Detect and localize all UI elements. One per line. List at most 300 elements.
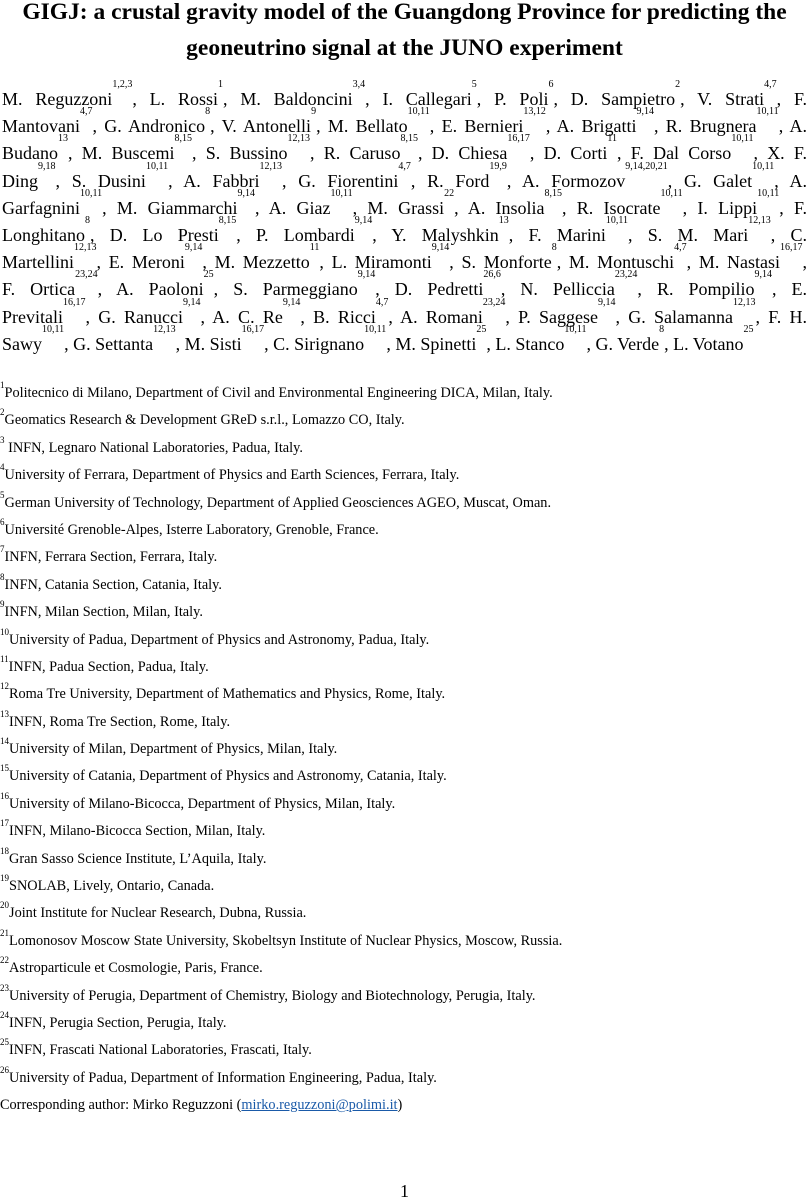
page-number: 1 <box>400 1181 409 1201</box>
author-name: Mantovani <box>2 116 80 137</box>
author-separator: , <box>779 197 794 218</box>
author-separator: , <box>55 170 72 191</box>
author-affiliation-marker: 13,12 <box>523 106 546 118</box>
affiliation-item <box>0 736 809 767</box>
author-affiliation-marker: 4,7 <box>764 79 777 90</box>
title-line-2: geoneutrino signal at the JUNO experiment <box>186 35 623 61</box>
author-separator: , <box>96 252 109 273</box>
author-entry <box>2 79 150 109</box>
author-entry <box>2 106 105 137</box>
author-name: A. Brigatti <box>556 116 637 137</box>
affiliation-number: 9 <box>0 599 5 610</box>
author-affiliation-marker: 9,14 <box>754 269 772 281</box>
author-name: F. <box>793 197 808 218</box>
author-entry <box>576 187 698 218</box>
author-name: A. Giaz <box>268 197 331 218</box>
author-affiliation-marker: 13 <box>498 215 509 227</box>
affiliation-number: 16 <box>0 790 9 801</box>
author-separator: , <box>505 306 519 327</box>
title-line-1: GIGJ: a crustal gravity model of the Guangdong Province for predicting the <box>22 0 787 25</box>
author-name: Ding <box>2 170 38 191</box>
affiliation-item <box>0 380 809 411</box>
author-separator: , <box>529 143 544 164</box>
author-affiliation-marker: 10,11 <box>605 215 628 227</box>
author-separator: , <box>316 116 328 137</box>
author-name: R. Isocrate <box>576 197 661 218</box>
author-affiliation-marker: 23,24 <box>75 269 98 281</box>
author-affiliation-marker: 10,11 <box>660 187 683 199</box>
author-separator: , <box>236 225 256 246</box>
author-entry <box>792 279 808 299</box>
author-separator: , <box>508 225 529 246</box>
author-entry <box>221 106 328 137</box>
author-entry <box>431 133 544 164</box>
author-separator: , <box>175 333 185 354</box>
author-separator: , <box>102 197 117 218</box>
author-affiliation-marker: 3,4 <box>352 79 366 90</box>
author-affiliation-marker: 10,11 <box>364 323 387 335</box>
author-affiliation-marker: 6 <box>548 79 554 90</box>
author-separator: , <box>774 170 790 191</box>
author-name: L. Stanco <box>495 333 565 354</box>
affiliation-number: 22 <box>0 955 9 966</box>
author-affiliation-marker: 10,11 <box>79 187 103 199</box>
author-affiliation-marker: 23,24 <box>614 269 638 281</box>
affiliation-item <box>0 1064 809 1096</box>
author-affiliation-marker: 10,11 <box>564 323 587 335</box>
affiliation-item <box>0 1037 809 1068</box>
affiliation-text: Gran Sasso Science Institute, L’Aquila, Italy. <box>9 850 267 867</box>
affiliation-text: INFN, Perugia Section, Perugia, Italy. <box>9 1014 227 1031</box>
author-entry <box>697 79 794 109</box>
author-entry <box>273 323 396 354</box>
affiliation-item <box>0 489 809 521</box>
author-separator: , <box>667 170 684 191</box>
author-entry <box>2 323 74 354</box>
author-name: A. <box>789 170 807 191</box>
affiliation-item <box>0 599 809 630</box>
author-separator: , <box>300 306 314 327</box>
author-separator: , <box>372 225 392 246</box>
author-name: V. Strati <box>697 89 765 109</box>
author-separator: , <box>417 143 432 164</box>
affiliation-item <box>0 982 809 1014</box>
affiliation-item <box>0 790 809 822</box>
author-name: Y. Malyshkin <box>391 225 499 246</box>
author-name: Longhitano <box>2 225 85 246</box>
author-affiliation-marker: 1,2,3 <box>112 79 133 90</box>
author-entry <box>367 187 468 218</box>
author-affiliation-marker: 16,17 <box>241 323 265 335</box>
author-separator: , <box>132 89 150 109</box>
author-entry <box>116 187 269 218</box>
author-separator: , <box>222 89 241 109</box>
author-name: M. Spinetti <box>395 333 477 354</box>
author-name: R. Brugnera <box>665 116 757 137</box>
affiliation-item <box>0 434 809 466</box>
author-affiliation-marker: 8 <box>659 323 665 335</box>
author-entry <box>116 269 234 300</box>
author-affiliation-marker: 12,13 <box>748 215 771 227</box>
author-entry <box>697 187 794 218</box>
author-affiliation-marker: 8,15 <box>544 187 563 199</box>
author-separator: , <box>429 116 442 137</box>
author-separator: , <box>90 225 110 246</box>
author-name: G. Salamanna <box>628 306 733 327</box>
author-line <box>2 187 808 222</box>
author-name: N. Pelliccia <box>520 279 615 300</box>
author-affiliation-marker: 8 <box>551 242 557 254</box>
affiliation-text: University of Padua, Department of Information Engineering, Padua, Italy. <box>9 1069 437 1086</box>
affiliation-text: INFN, Roma Tre Section, Rome, Italy. <box>9 713 231 730</box>
author-name: A. Fabbri <box>183 170 260 191</box>
author-name: Garfagnini <box>2 197 80 218</box>
author-name: X. F. <box>767 143 807 164</box>
author-separator: , <box>753 143 768 164</box>
author-affiliation-marker: 4,7 <box>80 106 93 118</box>
author-affiliation-marker: 8 <box>205 106 211 118</box>
author-affiliation-marker: 22 <box>444 187 455 199</box>
author-entry <box>2 187 117 218</box>
author-entry <box>495 323 596 354</box>
author-affiliation-marker: 16,17 <box>63 296 86 308</box>
author-affiliation-marker: 9,14 <box>357 269 376 281</box>
affiliation-text: INFN, Legnaro National Laboratories, Padua, Italy. <box>4 439 303 456</box>
author-entry <box>520 269 657 300</box>
author-separator: , <box>506 170 523 191</box>
author-list <box>2 79 808 358</box>
author-separator: , <box>686 252 699 273</box>
author-entry <box>184 323 274 354</box>
author-separator: , <box>586 333 596 354</box>
author-separator: , <box>365 89 383 109</box>
author-name: D. Sampietro <box>570 89 676 109</box>
author-name: R. Pompilio <box>656 279 755 300</box>
author-separator: , <box>627 225 648 246</box>
author-separator: , <box>500 279 521 300</box>
author-line <box>2 242 808 276</box>
author-separator: , <box>615 306 629 327</box>
author-name: A. C. Re <box>212 306 283 327</box>
author-name: S. Bussino <box>205 143 288 164</box>
author-affiliation-marker: 8 <box>85 215 90 227</box>
author-affiliation-marker: 2 <box>675 79 681 90</box>
author-separator: , <box>191 143 206 164</box>
author-name: M. Grassi <box>367 197 445 218</box>
corresponding-close: ) <box>397 1097 403 1114</box>
author-entry <box>570 79 698 109</box>
author-name: E. Meroni <box>108 252 185 273</box>
author-separator: , <box>388 306 401 327</box>
author-name: P. Lombardi <box>256 225 355 246</box>
author-line <box>2 269 808 303</box>
author-separator: , <box>213 279 234 300</box>
affiliation-number: 13 <box>0 708 9 719</box>
author-entry <box>656 269 792 300</box>
author-separator: , <box>802 252 808 273</box>
author-separator: , <box>556 252 569 273</box>
affiliation-text: INFN, Catania Section, Catania, Italy. <box>4 576 222 593</box>
author-name: A. Insolia <box>467 197 545 218</box>
author-name: R. Caruso <box>323 143 401 164</box>
affiliation-text: Université Grenoble-Alpes, Isterre Laboratory, Grenoble, France. <box>4 521 379 538</box>
author-separator: , <box>553 89 571 109</box>
affiliation-text: INFN, Frascati National Laboratories, Frascati, Italy. <box>9 1042 312 1059</box>
author-affiliation-marker: 16,17 <box>780 242 803 254</box>
author-name: P. Saggese <box>518 306 598 327</box>
author-name: F. <box>793 89 808 109</box>
author-name: M. Nastasi <box>698 252 781 273</box>
affiliation-item <box>0 1009 809 1041</box>
affiliation-number: 3 <box>0 434 5 445</box>
author-separator: , <box>680 89 698 109</box>
author-entry <box>698 242 808 273</box>
author-separator: , <box>682 197 698 218</box>
author-entry <box>149 79 241 109</box>
author-name: G. Fiorentini <box>298 170 399 191</box>
author-affiliation-marker: 10,11 <box>752 160 775 172</box>
author-separator: , <box>486 333 496 354</box>
author-separator: , <box>386 333 396 354</box>
author-name: E. Bernieri <box>441 116 524 137</box>
paper-title <box>0 0 809 66</box>
author-name: I. Lippi <box>697 197 758 218</box>
affiliation-text: INFN, Milano-Bicocca Section, Milan, Italy. <box>9 823 266 840</box>
author-name: L. Rossi <box>149 89 218 109</box>
author-line <box>2 160 807 195</box>
author-name: A. Paoloni <box>116 279 204 300</box>
affiliation-item <box>0 955 809 986</box>
affiliation-number: 21 <box>0 927 9 938</box>
affiliation-item <box>0 653 809 685</box>
author-affiliation-marker: 5 <box>471 79 477 90</box>
author-separator: , <box>755 306 769 327</box>
author-separator: , <box>375 279 395 300</box>
author-entry <box>673 323 754 354</box>
affiliation-item <box>0 763 809 794</box>
author-separator: , <box>770 225 791 246</box>
author-name: D. Lo Presti <box>109 225 219 246</box>
author-name: B. Ricci <box>313 306 376 327</box>
author-name: F. H. <box>768 306 808 327</box>
author-affiliation-marker: 10,11 <box>757 187 780 199</box>
author-name: S. M. Mari <box>647 225 749 246</box>
author-entry <box>327 106 442 137</box>
author-affiliation-marker: 13 <box>58 133 68 145</box>
author-affiliation-marker: 9 <box>311 106 317 118</box>
author-entry <box>109 215 256 246</box>
author-affiliation-marker: 9,14,20,21 <box>625 160 668 172</box>
author-name: M. Buscemi <box>81 143 175 164</box>
author-affiliation-marker: 12,13 <box>287 133 310 145</box>
affiliation-text: University of Perugia, Department of Chemistry, Biology and Biotechnology, Perugia, Italy. <box>9 987 536 1004</box>
author-affiliation-marker: 23,24 <box>482 296 506 308</box>
author-affiliation-marker: 12,13 <box>153 323 176 335</box>
affiliation-number: 15 <box>0 763 9 774</box>
affiliation-text: University of Milan, Department of Physics, Milan, Italy. <box>9 741 338 758</box>
author-name: G. Settanta <box>73 333 154 354</box>
author-affiliation-marker: 9,18 <box>38 160 56 172</box>
author-name: M. Reguzzoni <box>2 89 113 109</box>
author-name: A. Formozov <box>522 170 626 191</box>
affiliation-number: 17 <box>0 818 9 829</box>
author-name: M. Montuschi <box>568 252 675 273</box>
author-affiliation-marker: 9,14 <box>636 106 654 118</box>
author-affiliation-marker: 25 <box>476 323 487 335</box>
author-separator: , <box>200 306 213 327</box>
author-entry <box>298 160 428 191</box>
affiliation-item <box>0 845 809 877</box>
author-name: G. Andronico <box>104 116 206 137</box>
author-affiliation-marker: 11 <box>607 133 618 145</box>
affiliation-text: University of Padua, Department of Physics and Astronomy, Padua, Italy. <box>9 631 430 648</box>
affiliation-text: INFN, Padua Section, Padua, Italy. <box>8 658 209 675</box>
author-separator: , <box>168 170 184 191</box>
author-name: M. Bellato <box>327 116 408 137</box>
affiliation-item <box>0 708 809 740</box>
author-affiliation-marker: 11 <box>309 242 320 254</box>
author-entry <box>400 296 519 327</box>
author-separator: , <box>319 252 332 273</box>
author-entry <box>73 323 185 354</box>
author-affiliation-marker: 25 <box>743 323 754 335</box>
author-name: A. <box>789 116 807 137</box>
affiliation-number: 1 <box>0 380 5 390</box>
affiliation-item <box>0 516 809 548</box>
author-line <box>2 79 808 113</box>
affiliation-item <box>0 407 809 438</box>
author-entry <box>395 323 496 354</box>
author-separator: , <box>352 197 368 218</box>
affiliation-number: 5 <box>0 489 5 500</box>
author-affiliation-marker: 16,17 <box>507 133 530 145</box>
author-entry <box>313 296 401 327</box>
author-entry <box>427 160 523 191</box>
author-affiliation-marker: 10,11 <box>330 187 353 199</box>
author-separator: , <box>97 279 117 300</box>
author-name: A. Romani <box>400 306 483 327</box>
affiliation-number: 11 <box>0 653 9 664</box>
author-separator: , <box>617 143 631 164</box>
author-name: R. Ford <box>427 170 490 191</box>
affiliation-item <box>0 681 809 712</box>
author-affiliation-marker: 25 <box>203 269 214 281</box>
author-separator: , <box>210 116 222 137</box>
author-affiliation-marker: 8,15 <box>218 215 237 227</box>
affiliation-text: University of Catania, Department of Physics and Astronomy, Catania, Italy. <box>9 768 447 785</box>
author-name: F. Marini <box>528 225 606 246</box>
affiliation-number: 19 <box>0 873 9 884</box>
author-entry <box>256 215 392 246</box>
author-entry <box>665 106 790 137</box>
author-separator: , <box>282 170 299 191</box>
author-affiliation-marker: 10,11 <box>407 106 430 118</box>
affiliation-item <box>0 927 809 959</box>
author-name: S. Monforte <box>461 252 552 273</box>
author-affiliation-marker: 8,15 <box>174 133 192 145</box>
author-separator: , <box>68 143 82 164</box>
author-name: G. Verde <box>595 333 660 354</box>
author-entry <box>104 106 222 137</box>
author-entry <box>647 215 791 246</box>
author-separator: , <box>772 279 792 300</box>
author-name: S. Dusini <box>71 170 146 191</box>
affiliation-number: 8 <box>0 571 5 582</box>
affiliation-text: University of Ferrara, Department of Physics and Earth Sciences, Ferrara, Italy. <box>4 467 460 484</box>
author-affiliation-marker: 10,11 <box>42 323 65 335</box>
author-affiliation-marker: 4,7 <box>375 296 389 308</box>
author-name: D. Corti <box>543 143 608 164</box>
author-affiliation-marker: 9,14 <box>282 296 301 308</box>
affiliation-text: Joint Institute for Nuclear Research, Dubna, Russia. <box>9 905 307 922</box>
affiliation-text: German University of Technology, Department of Applied Geosciences AGEO, Muscat, Oman. <box>4 494 552 511</box>
author-affiliation-marker: 9,14 <box>237 187 256 199</box>
affiliation-item <box>0 626 809 658</box>
author-name: E. <box>791 279 808 300</box>
author-entry <box>2 269 117 300</box>
author-name: L. Votano <box>673 333 744 354</box>
author-entry <box>543 133 631 164</box>
author-name: F. Ortica <box>2 279 76 300</box>
author-entry <box>790 171 808 191</box>
affiliation-number: 4 <box>0 462 5 473</box>
author-entry <box>331 242 462 273</box>
corresponding-email-link[interactable]: mirko.reguzzoni@polimi.it <box>241 1097 398 1114</box>
affiliation-number: 20 <box>0 900 9 911</box>
affiliation-text: INFN, Milan Section, Milan, Italy. <box>4 604 203 621</box>
author-affiliation-marker: 10,11 <box>145 160 169 172</box>
author-entry <box>461 242 569 273</box>
author-separator: , <box>637 279 657 300</box>
author-entry <box>595 323 674 354</box>
author-separator: , <box>476 89 495 109</box>
author-entry <box>794 198 807 218</box>
author-entry <box>528 215 648 246</box>
author-entry <box>233 269 395 300</box>
author-entry <box>81 133 206 164</box>
author-affiliation-marker: 9,14 <box>183 296 201 308</box>
author-name: C. Sirignano <box>273 333 365 354</box>
author-affiliation-marker: 19,9 <box>489 160 507 172</box>
affiliation-list <box>0 380 809 1096</box>
affiliation-number: 10 <box>0 626 9 637</box>
author-separator: , <box>92 116 105 137</box>
affiliation-text: INFN, Ferrara Section, Ferrara, Italy. <box>4 549 218 566</box>
affiliation-item <box>0 818 809 849</box>
author-separator: , <box>545 116 557 137</box>
affiliation-number: 7 <box>0 544 5 555</box>
author-affiliation-marker: 12,13 <box>259 160 282 172</box>
author-affiliation-marker: 9,14 <box>431 242 450 254</box>
author-name: C. <box>790 225 808 246</box>
author-entry <box>268 187 368 218</box>
author-separator: , <box>778 116 790 137</box>
affiliation-text: SNOLAB, Lively, Ontario, Canada. <box>9 878 215 895</box>
author-separator: , <box>255 197 269 218</box>
affiliation-text: Geomatics Research & Development GReD s.r.l., Lomazzo CO, Italy. <box>4 412 405 429</box>
affiliation-number: 14 <box>0 736 9 747</box>
affiliation-number: 2 <box>0 407 5 418</box>
author-entry <box>794 89 807 109</box>
author-line <box>2 296 808 331</box>
author-name: I. Callegari <box>382 89 472 109</box>
author-entry <box>441 106 557 137</box>
author-name: M. Baldoncini <box>240 89 353 109</box>
author-separator: , <box>562 197 577 218</box>
author-separator: , <box>410 170 428 191</box>
author-name: Budano <box>2 143 58 164</box>
affiliation-number: 25 <box>0 1037 9 1048</box>
